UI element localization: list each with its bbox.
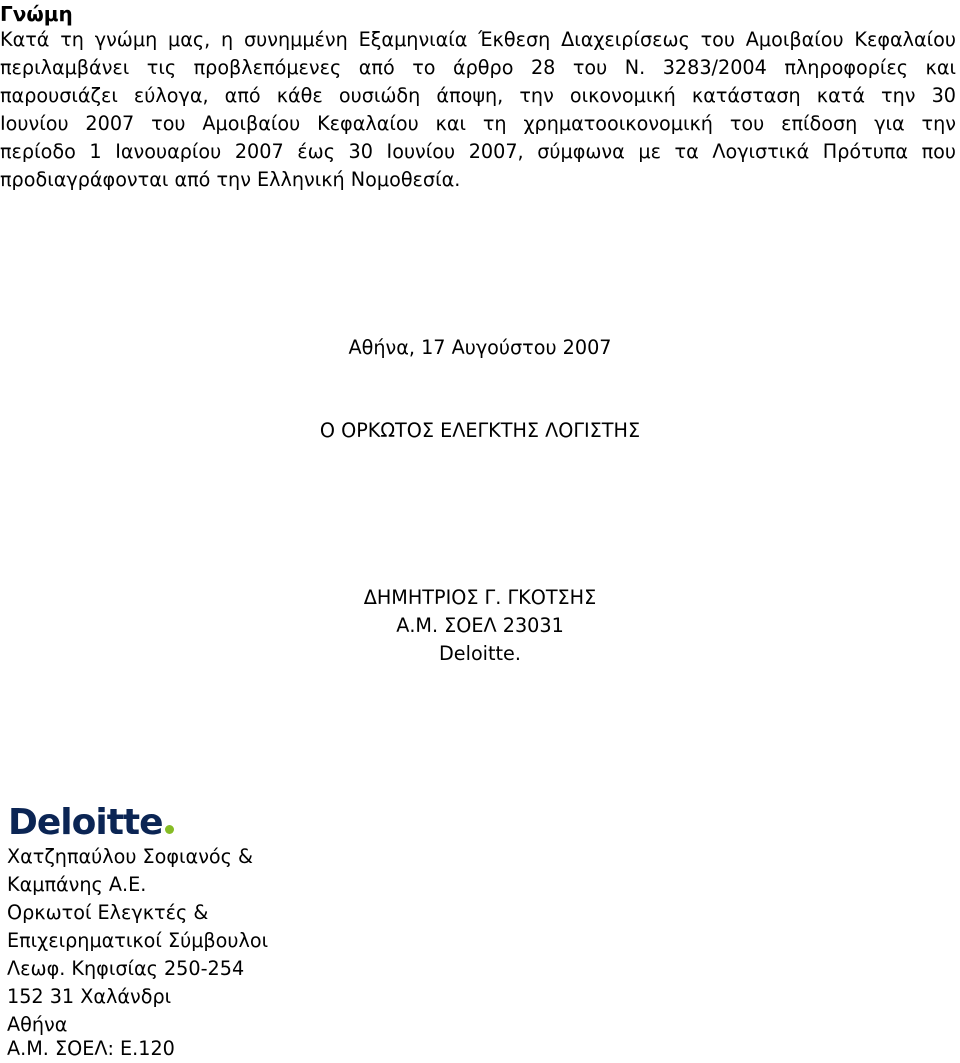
signatory-name: ΔΗΜΗΤΡΙΟΣ Γ. ΓΚΟΤΣΗΣ — [363, 586, 597, 609]
address-line: Α.Μ. ΣΟΕΛ: Ε.120 — [7, 1037, 175, 1060]
deloitte-logo — [8, 800, 174, 846]
address-line: Καμπάνης Α.Ε. — [7, 873, 147, 896]
opinion-line: προδιαγράφονται από την Ελληνική Νομοθεσία. — [0, 168, 461, 191]
opinion-line: περιλαμβάνει τις προβλεπόμενες από το άρθρο 28 του Ν. 3283/2004 πληροφορίες και — [0, 56, 956, 79]
auditor-title: Ο ΟΡΚΩΤΟΣ ΕΛΕΓΚΤΗΣ ΛΟΓΙΣΤΗΣ — [319, 419, 641, 442]
logo-wordmark: Deloitte — [8, 802, 163, 843]
address-line: Ορκωτοί Ελεγκτές & — [7, 901, 209, 924]
address-line: 152 31 Χαλάνδρι — [7, 985, 172, 1008]
opinion-line: περίοδο 1 Ιανουαρίου 2007 έως 30 Ιουνίου 2007, σύμφωνα με τα Λογιστικά Πρότυπα που — [0, 140, 956, 163]
logo-dot-icon — [165, 825, 174, 834]
signatory-firm: Deloitte. — [439, 642, 521, 665]
opinion-line: Ιουνίου 2007 του Αμοιβαίου Κεφαλαίου και τη χρηματοοικονομική του επίδοση για την — [0, 112, 956, 135]
opinion-line: παρουσιάζει εύλογα, από κάθε ουσιώδη άποψη, την οικονομική κατάσταση κατά την 30 — [0, 84, 956, 107]
address-line: Χατζηπαύλου Σοφιανός & — [7, 845, 253, 868]
address-line: Αθήνα — [7, 1013, 68, 1036]
section-heading: Γνώμη — [0, 2, 73, 26]
opinion-line: Κατά τη γνώμη μας, η συνημμένη Εξαμηνιαία Έκθεση Διαχειρίσεως του Αμοιβαίου Κεφαλαίου — [0, 28, 956, 51]
address-line: Επιχειρηματικοί Σύμβουλοι — [7, 929, 269, 952]
place-date: Αθήνα, 17 Αυγούστου 2007 — [348, 336, 612, 359]
signatory-reg-no: Α.Μ. ΣΟΕΛ 23031 — [396, 614, 564, 637]
address-line: Λεωφ. Κηφισίας 250-254 — [7, 957, 245, 980]
